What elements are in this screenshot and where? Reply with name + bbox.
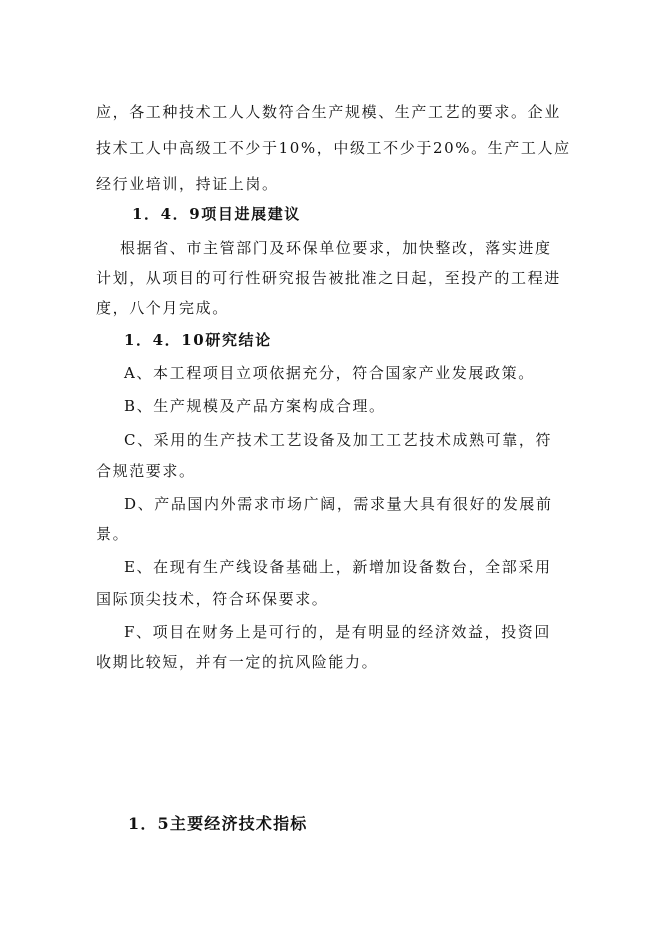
list-item-continuation: 收期比较短，并有一定的抗风险能力。	[96, 653, 379, 671]
paragraph-line: 应，各工种技术工人人数符合生产规模、生产工艺的要求。企业	[96, 103, 561, 121]
paragraph-line: 技术工人中高级工不少于10%，中级工不少于20%。生产工人应	[96, 139, 571, 157]
list-item: E、在现有生产线设备基础上，新增加设备数台，全部采用	[124, 558, 552, 576]
subsection-heading: 1．4．10研究结论	[124, 331, 272, 349]
list-item: C、采用的生产技术工艺设备及加工工艺技术成熟可靠，符	[124, 431, 553, 449]
paragraph-line: 根据省、市主管部门及环保单位要求，加快整改，落实进度	[120, 239, 552, 257]
list-item-continuation: 景。	[96, 525, 130, 543]
list-item: A、本工程项目立项依据充分，符合国家产业发展政策。	[124, 364, 535, 382]
section-heading: 1．5主要经济技术指标	[128, 814, 308, 833]
paragraph-line: 经行业培训，持证上岗。	[96, 175, 279, 193]
paragraph-line: 计划，从项目的可行性研究报告被批准之日起，至投产的工程进	[96, 269, 561, 287]
list-item-continuation: 合规范要求。	[96, 462, 196, 480]
subsection-heading: 1．4．9项目进展建议	[132, 205, 301, 223]
list-item: D、产品国内外需求市场广阔，需求量大具有很好的发展前	[124, 495, 553, 513]
paragraph-line: 度，八个月完成。	[96, 299, 229, 317]
list-item: B、生产规模及产品方案构成合理。	[124, 397, 386, 415]
list-item: F、项目在财务上是可行的，是有明显的经济效益，投资回	[124, 623, 552, 641]
list-item-continuation: 国际顶尖技术，符合环保要求。	[96, 590, 329, 608]
